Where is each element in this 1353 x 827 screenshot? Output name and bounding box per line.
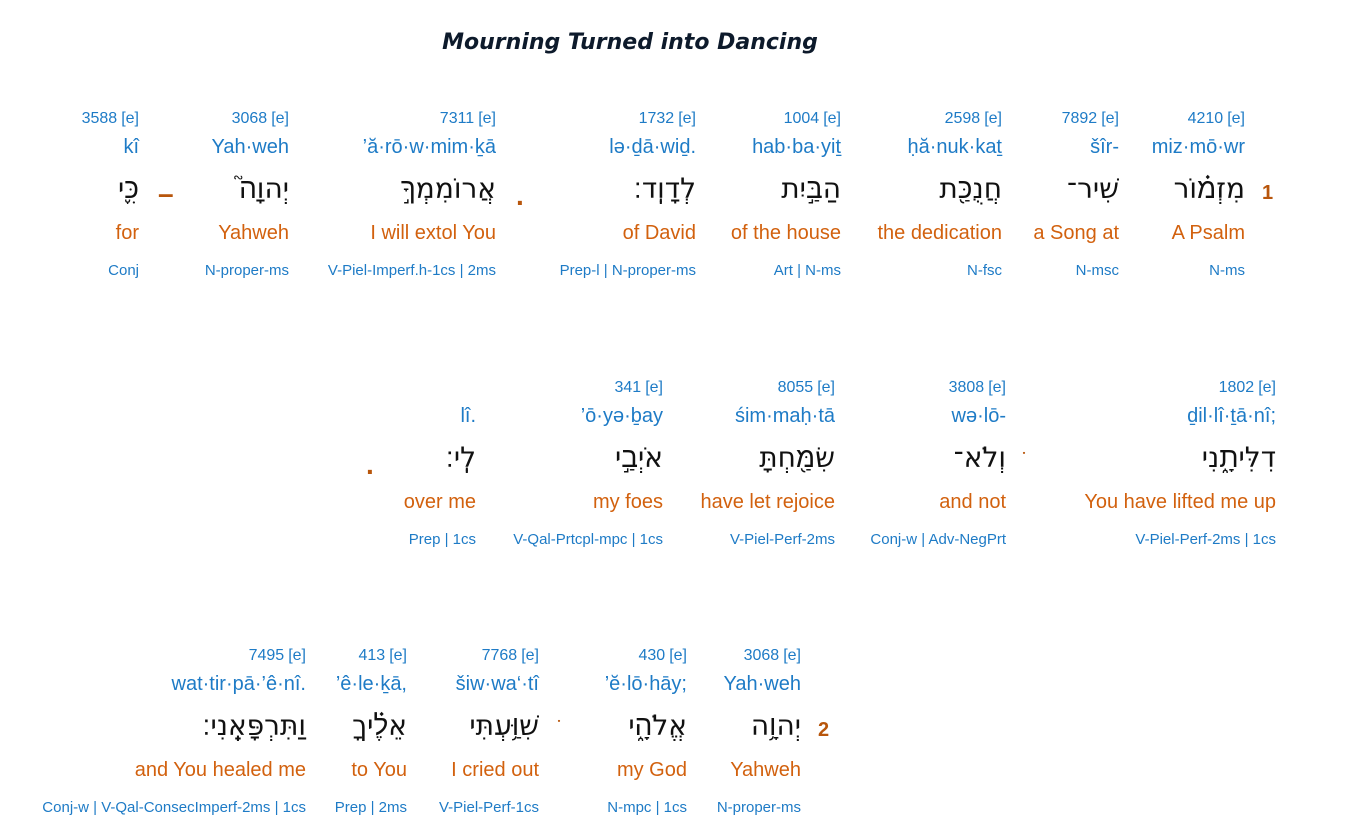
- transliteration: šiw·wa‘·tî: [455, 673, 539, 695]
- english-gloss: and not: [939, 491, 1006, 513]
- transliteration: miz·mō·wr: [1151, 136, 1245, 158]
- english-gloss: have let rejoice: [700, 491, 835, 513]
- hebrew-word[interactable]: אֱלֹהָ֑י: [628, 709, 687, 742]
- strongs-number[interactable]: 341 [e]: [614, 379, 663, 396]
- transliteration: lî.: [460, 405, 476, 427]
- strongs-number[interactable]: 7892 [e]: [1061, 110, 1119, 127]
- maqaf-dash: –: [158, 178, 174, 209]
- parsing-link[interactable]: V-Piel-Perf-2ms | 1cs: [1135, 531, 1276, 548]
- parsing-link[interactable]: N-ms: [1209, 262, 1245, 279]
- hebrew-word[interactable]: וְלֹא־: [953, 441, 1006, 474]
- english-gloss: Yahweh: [730, 759, 801, 781]
- parsing-link[interactable]: N-fsc: [967, 262, 1002, 279]
- hebrew-word[interactable]: שִׁוַּ֥עְתִּי: [469, 709, 539, 742]
- parsing-link[interactable]: V-Piel-Imperf.h-1cs | 2ms: [327, 262, 496, 279]
- parsing-link[interactable]: Prep-l | N-proper-ms: [559, 262, 696, 279]
- hebrew-word[interactable]: אֲרוֹמִמְךָ֣: [400, 172, 496, 205]
- transliteration: kî: [123, 136, 139, 158]
- verse-1-line: [0, 110, 1353, 290]
- english-gloss: a Song at: [1033, 222, 1119, 244]
- page-title: Mourning Turned into Dancing: [442, 30, 818, 55]
- hebrew-word[interactable]: מִזְמ֗וֹר: [1173, 172, 1245, 205]
- strongs-number[interactable]: 430 [e]: [638, 647, 687, 664]
- strongs-number[interactable]: 3808 [e]: [948, 379, 1006, 396]
- english-gloss: the dedication: [877, 222, 1002, 244]
- parsing-link[interactable]: Art | N-ms: [773, 262, 841, 279]
- english-gloss: for: [115, 222, 139, 244]
- english-gloss: of the house: [730, 222, 841, 244]
- english-gloss: I cried out: [451, 759, 539, 781]
- english-gloss: and You healed me: [134, 759, 306, 781]
- transliteration: ’ă·rō·w·mim·ḵā: [362, 136, 496, 158]
- english-gloss: You have lifted me up: [1084, 491, 1276, 513]
- transliteration: ḏil·lî·ṯā·nî;: [1187, 405, 1276, 427]
- english-gloss: to You: [351, 759, 407, 781]
- verse-2-line: [0, 647, 1353, 827]
- verse-number[interactable]: 1: [1262, 182, 1274, 204]
- transliteration: Yah·weh: [211, 136, 289, 158]
- transliteration: hab·ba·yiṯ: [752, 136, 841, 158]
- strongs-number[interactable]: 2598 [e]: [944, 110, 1002, 127]
- strongs-number[interactable]: 7311 [e]: [439, 110, 496, 127]
- hebrew-word[interactable]: דִלִּיתָ֑נִי: [1201, 441, 1276, 474]
- parsing-link[interactable]: V-Piel-Perf-2ms: [729, 531, 835, 548]
- transliteration: ’ê·le·ḵā,: [335, 673, 407, 695]
- parsing-link[interactable]: Prep | 2ms: [334, 799, 407, 816]
- hebrew-word[interactable]: לְדָוִֽד׃: [633, 172, 696, 205]
- parsing-link[interactable]: N-mpc | 1cs: [607, 799, 687, 816]
- english-gloss: my foes: [592, 491, 663, 513]
- parsing-link[interactable]: Prep | 1cs: [408, 531, 476, 548]
- english-gloss: my God: [616, 759, 687, 781]
- english-gloss: of David: [622, 222, 696, 244]
- transliteration: šîr-: [1090, 136, 1119, 158]
- english-gloss: A Psalm: [1171, 222, 1245, 244]
- hebrew-word[interactable]: לִֽי׃: [445, 441, 476, 474]
- hebrew-word[interactable]: כִּ֪י: [118, 172, 139, 205]
- strongs-number[interactable]: 1004 [e]: [783, 110, 841, 127]
- sof-pasuq-mark: .: [366, 449, 374, 480]
- strongs-number[interactable]: 3068 [e]: [231, 110, 289, 127]
- transliteration: śim·maḥ·tā: [734, 405, 835, 427]
- english-gloss: I will extol You: [370, 222, 496, 244]
- transliteration: Yah·weh: [723, 673, 801, 695]
- parsing-link[interactable]: V-Piel-Perf-1cs: [438, 799, 539, 816]
- transliteration: ’ō·yə·ḇay: [580, 405, 663, 427]
- hebrew-word[interactable]: חֲנֻכַּ֖ת: [939, 172, 1002, 205]
- strongs-number[interactable]: 7495 [e]: [248, 647, 306, 664]
- strongs-number[interactable]: 3588 [e]: [81, 110, 139, 127]
- transliteration: lə·ḏā·wiḏ.: [609, 136, 696, 158]
- hebrew-word[interactable]: אֹיְבַ֣י: [615, 441, 663, 474]
- parsing-link[interactable]: Conj-w | V-Qal-ConsecImperf-2ms | 1cs: [42, 799, 306, 816]
- strongs-number[interactable]: 8055 [e]: [777, 379, 835, 396]
- strongs-number[interactable]: 1802 [e]: [1218, 379, 1276, 396]
- parsing-link[interactable]: Conj-w | Adv-NegPrt: [870, 531, 1006, 548]
- hebrew-word[interactable]: אֵלֶ֗יךָ: [352, 709, 407, 742]
- strongs-number[interactable]: 1732 [e]: [638, 110, 696, 127]
- hebrew-word[interactable]: הַבַּ֣יִת: [781, 172, 841, 205]
- parsing-link[interactable]: Conj: [108, 262, 139, 279]
- english-gloss: Yahweh: [218, 222, 289, 244]
- parsing-link[interactable]: N-proper-ms: [204, 262, 289, 279]
- hebrew-word[interactable]: שִׂמַּ֖חְתָּ: [759, 441, 835, 474]
- hebrew-word[interactable]: יְהוָ֥ה: [750, 709, 801, 742]
- english-gloss: over me: [403, 491, 476, 513]
- strongs-number[interactable]: 3068 [e]: [743, 647, 801, 664]
- verse-1-continuation-line: [0, 379, 1353, 559]
- hebrew-word[interactable]: יְהוָה֮: [239, 172, 289, 205]
- sof-pasuq-mark: .: [516, 180, 524, 211]
- parsing-link[interactable]: N-msc: [1075, 262, 1119, 279]
- hebrew-word[interactable]: וַתִּרְפָּאֵֽנִי׃: [202, 709, 306, 742]
- strongs-number[interactable]: 4210 [e]: [1187, 110, 1245, 127]
- transliteration: ḥă·nuk·kaṯ: [907, 136, 1002, 158]
- strongs-number[interactable]: 7768 [e]: [481, 647, 539, 664]
- parsing-link[interactable]: N-proper-ms: [716, 799, 801, 816]
- transliteration: wat·tir·pā·’ê·nî.: [171, 673, 306, 695]
- transliteration: wə·lō-: [951, 405, 1006, 427]
- transliteration: ’ĕ·lō·hāy;: [604, 673, 687, 695]
- strongs-number[interactable]: 413 [e]: [358, 647, 407, 664]
- verse-number[interactable]: 2: [818, 719, 830, 741]
- hebrew-word[interactable]: שִׁיר־: [1066, 172, 1119, 205]
- parsing-link[interactable]: V-Qal-Prtcpl-mpc | 1cs: [513, 531, 663, 548]
